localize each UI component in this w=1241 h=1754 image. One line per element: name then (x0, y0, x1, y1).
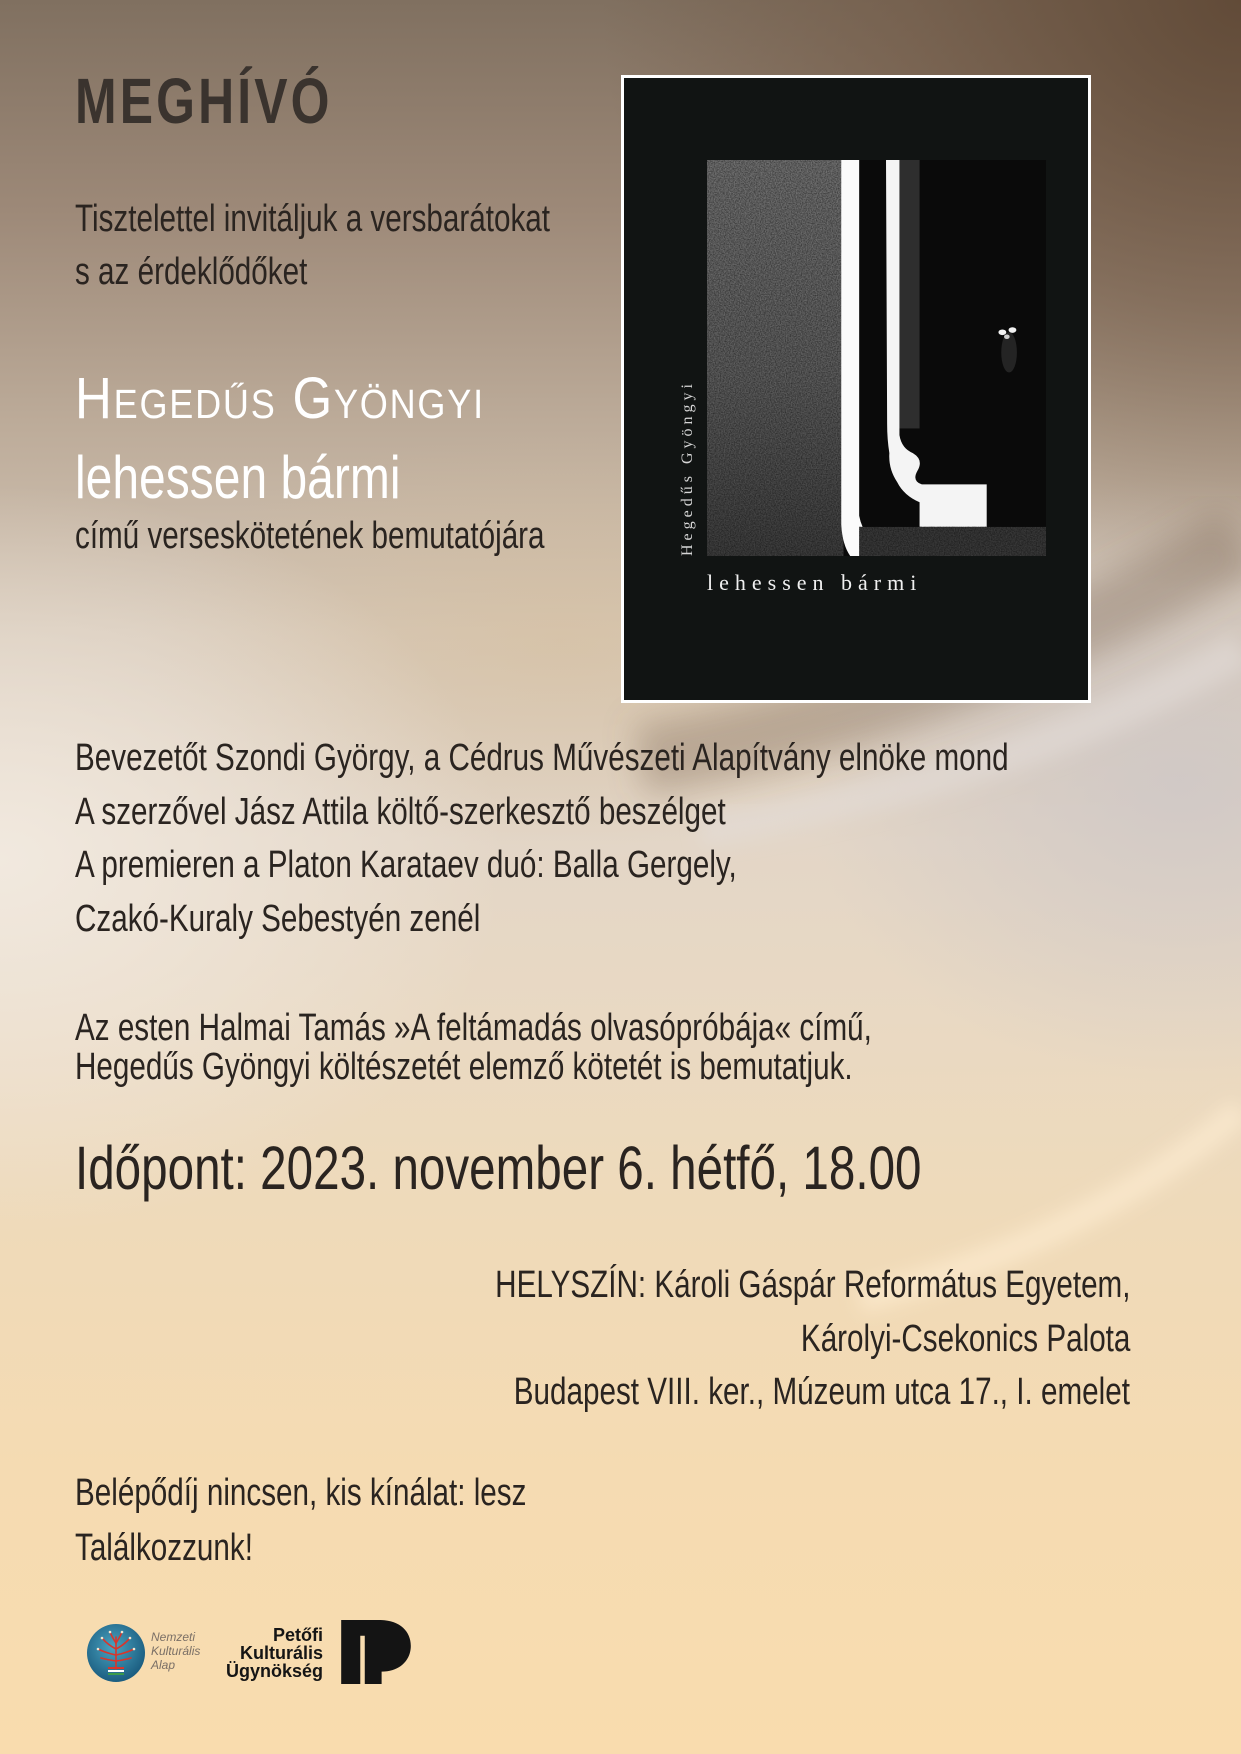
cover-title: lehessen bármi (707, 570, 923, 595)
cover-photo-wall-texture (707, 160, 843, 556)
book-title: lehessen bármi (75, 444, 401, 511)
cover-photo-ground-texture (859, 527, 1046, 556)
event-date: Időpont: 2023. november 6. hétfő, 18.00 (75, 1134, 922, 1202)
pku-logo-line: Ügynökség (225, 1661, 323, 1681)
book-author: Hegedűs Gyöngyi (75, 366, 485, 431)
intro-line: s az érdeklődőket (75, 251, 308, 293)
invitation-heading: MEGHÍVÓ (75, 65, 333, 137)
program-line: Bevezetőt Szondi György, a Cédrus Művészeti Alapítvány elnöke mond (75, 737, 1009, 779)
intro-line: Tisztelettel invitáljuk a versbarátokat (75, 198, 550, 240)
pku-logo-line: Petőfi (272, 1625, 323, 1645)
venue-line: Károlyi-Csekonics Palota (800, 1318, 1130, 1360)
nka-tree-icon (86, 1623, 146, 1683)
nka-logo-text (151, 1630, 200, 1672)
book-cover (621, 75, 1091, 703)
program-line: A szerzővel Jász Attila költő-szerkesztő beszélget (75, 791, 726, 833)
book-subtitle: című verseskötetének bemutatójára (75, 515, 545, 557)
pku-logo-line: Kulturális (239, 1643, 323, 1663)
nka-logo-line: Kulturális (151, 1644, 201, 1658)
nka-logo-line: Alap (151, 1658, 176, 1672)
program-line: Czakó-Kuraly Sebestyén zenél (75, 898, 481, 940)
extra-line: Hegedűs Gyöngyi költészetét elemző kötetét is bemutatjuk. (75, 1046, 853, 1088)
footer-line: Belépődíj nincsen, kis kínálat: lesz (75, 1472, 527, 1514)
cover-photo (707, 160, 1046, 556)
nka-logo-line: Nemzeti (151, 1630, 196, 1644)
cover-author: Hegedűs Gyöngyi (679, 380, 696, 556)
venue-line: Budapest VIII. ker., Múzeum utca 17., I. emelet (513, 1371, 1130, 1413)
footer-line: Találkozzunk! (75, 1527, 253, 1569)
extra-line: Az esten Halmai Tamás »A feltámadás olvasópróbája« című, (75, 1007, 872, 1049)
pku-logo-text (226, 1626, 323, 1680)
pku-p-icon (341, 1620, 411, 1684)
program-line: A premieren a Platon Karataev duó: Balla Gergely, (75, 844, 737, 886)
venue-line: HELYSZÍN: Károli Gáspár Református Egyetem, (494, 1264, 1130, 1306)
cover-photo-column (899, 160, 919, 428)
